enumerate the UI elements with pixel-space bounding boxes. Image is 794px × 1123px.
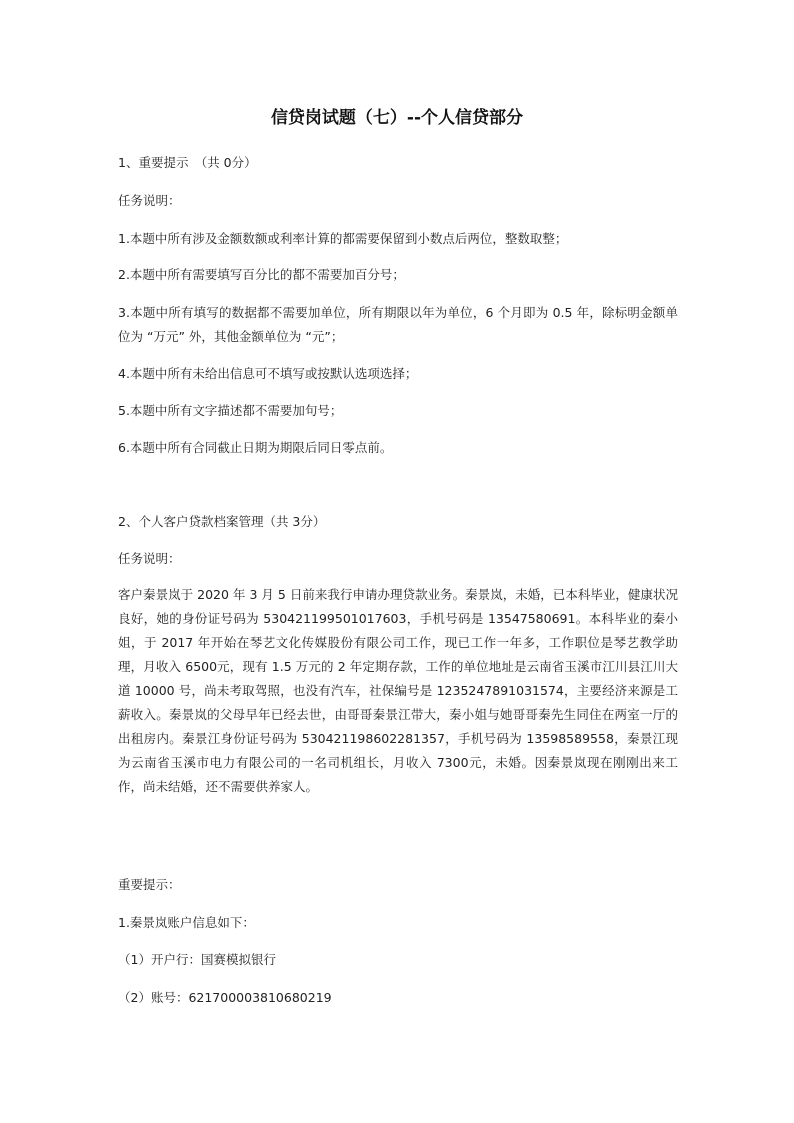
notice-bank: （1）开户行：国赛模拟银行 (118, 952, 276, 967)
section1-item-3: 3.本题中所有填写的数据都不需要加单位，所有期限以年为单位，6 个月即为 0.5 年，除标明金额单位为 “万元” 外，其他金额单位为 “元”； (118, 305, 678, 344)
section1-item-2: 2.本题中所有需要填写百分比的都不需要加百分号； (118, 267, 405, 282)
section2-task-label: 任务说明： (118, 551, 181, 566)
section1-item-4: 4.本题中所有未给出信息可不填写或按默认选项选择； (118, 366, 418, 381)
notice-item-1: 1.秦景岚账户信息如下： (118, 915, 255, 930)
notice-heading: 重要提示： (118, 877, 181, 892)
section1-item-1: 1.本题中所有涉及金额数额或利率计算的都需要保留到小数点后两位，整数取整； (118, 231, 568, 246)
notice-account: （2）账号：621700003810680219 (118, 990, 332, 1005)
section1-item-5: 5.本题中所有文字描述都不需要加句号； (118, 403, 343, 418)
section1-heading: 1、重要提示 （共 0分） (118, 155, 257, 170)
section1-item-6: 6.本题中所有合同截止日期为期限后同日零点前。 (118, 440, 393, 455)
section2-description: 客户秦景岚于 2020 年 3 月 5 日前来我行申请办理贷款业务。秦景岚，未婚，已本科毕业，健康状况良好，她的身份证号码为 530421199501017603，手机号码是 13547580691。本科毕业的秦小姐，于 2017 年开始在琴艺文化传媒股份有限公司工作，现已工作一年多，工作职位是琴艺教学助理，月收入 6500元，现有 1.5 万元的 2 年定期存款，工作的单位地址是云南省玉溪市江川县江川大道 10000 号，尚未考取驾照，也没有汽车，社保编号是 1235247891031574，主要经济来源是工薪收入。秦景岚的父母早年已经去世，由哥哥秦景江带大，秦小姐与她哥哥秦先生同住在两室一厅的出租房内。秦景江身份证号码为 530421198602281357，手机号码为 13598589558，秦景江现为云南省玉溪市电力有限公司的一名司机组长，月收入 7300元，未婚。因秦景岚现在刚刚出来工作，尚未结婚，还不需要供养家人。 (118, 587, 678, 794)
document-title: 信贷岗试题（七）--个人信贷部分 (270, 108, 524, 128)
section2-heading: 2、个人客户贷款档案管理（共 3分） (118, 514, 326, 529)
section1-task-label: 任务说明： (118, 193, 181, 208)
